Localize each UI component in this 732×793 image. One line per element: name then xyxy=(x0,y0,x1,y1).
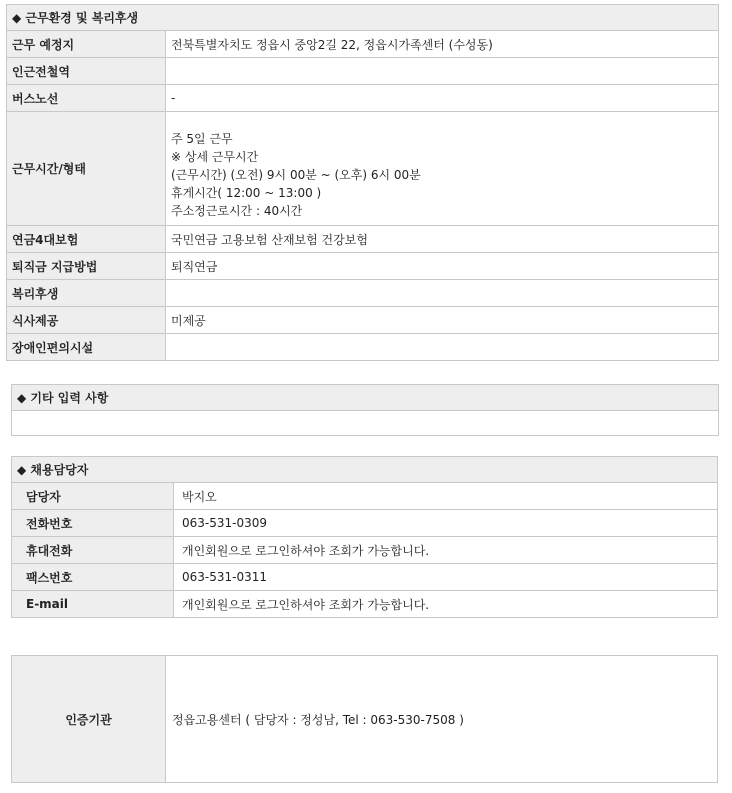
fax-label: 팩스번호 xyxy=(12,564,174,591)
insurance-value: 국민연금 고용보험 산재보험 건강보험 xyxy=(166,226,719,253)
bus-route-label: 버스노선 xyxy=(7,85,166,112)
nearby-station-label: 인근전철역 xyxy=(7,58,166,85)
work-environment-header: ◆ 근무환경 및 복리후생 xyxy=(6,4,719,30)
mobile-value: 개인회원으로 로그인하셔야 조회가 가능합니다. xyxy=(174,537,718,564)
work-hours-line: 휴게시간( 12:00 ~ 13:00 ) xyxy=(171,185,322,200)
phone-label: 전화번호 xyxy=(12,510,174,537)
accessibility-value xyxy=(166,334,719,361)
meal-label: 식사제공 xyxy=(7,307,166,334)
table-row xyxy=(7,280,719,307)
work-location-label: 근무 예정지 xyxy=(7,31,166,58)
severance-label: 퇴직금 지급방법 xyxy=(7,253,166,280)
table-row xyxy=(7,307,719,334)
table-row xyxy=(12,537,718,564)
meal-value: 미제공 xyxy=(166,307,719,334)
table-row xyxy=(12,564,718,591)
contact-section xyxy=(11,456,718,618)
other-info-header: ◆ 기타 입력 사항 xyxy=(11,384,719,410)
phone-value: 063-531-0309 xyxy=(174,510,718,537)
other-info-section xyxy=(11,384,719,436)
work-environment-section xyxy=(6,4,719,361)
severance-value: 퇴직연금 xyxy=(166,253,719,280)
table-row xyxy=(7,226,719,253)
insurance-label: 연금4대보험 xyxy=(7,226,166,253)
table-row xyxy=(7,31,719,58)
table-row xyxy=(7,58,719,85)
email-label: E-mail xyxy=(12,591,174,618)
work-hours-label: 근무시간/형태 xyxy=(7,112,166,226)
table-row xyxy=(12,483,718,510)
other-info-value xyxy=(11,410,719,436)
welfare-value xyxy=(166,280,719,307)
work-environment-table xyxy=(6,30,719,361)
table-row xyxy=(12,510,718,537)
work-hours-line: 주소정근로시간 : 40시간 xyxy=(171,203,303,218)
certification-value: 정읍고용센터 ( 담당자 : 정성남, Tel : 063-530-7508 ) xyxy=(166,656,718,783)
manager-value: 박지오 xyxy=(174,483,718,510)
manager-label: 담당자 xyxy=(12,483,174,510)
welfare-label: 복리후생 xyxy=(7,280,166,307)
contact-table xyxy=(11,482,718,618)
contact-header: ◆ 채용담당자 xyxy=(11,456,718,482)
nearby-station-value xyxy=(166,58,719,85)
certification-table xyxy=(11,655,718,783)
table-row xyxy=(12,656,718,783)
work-hours-line: (근무시간) (오전) 9시 00분 ~ (오후) 6시 00분 xyxy=(171,167,421,182)
certification-label: 인증기관 xyxy=(12,656,166,783)
mobile-label: 휴대전화 xyxy=(12,537,174,564)
work-hours-line: ※ 상세 근무시간 xyxy=(171,149,259,164)
table-row xyxy=(7,85,719,112)
fax-value: 063-531-0311 xyxy=(174,564,718,591)
table-row xyxy=(7,334,719,361)
table-row xyxy=(7,112,719,226)
work-location-value: 전북특별자치도 정읍시 중앙2길 22, 정읍시가족센터 (수성동) xyxy=(166,31,719,58)
work-hours-line: 주 5일 근무 xyxy=(171,131,233,146)
table-row xyxy=(12,591,718,618)
certification-section xyxy=(11,655,718,783)
accessibility-label: 장애인편의시설 xyxy=(7,334,166,361)
bus-route-value: - xyxy=(166,85,719,112)
email-value: 개인회원으로 로그인하셔야 조회가 가능합니다. xyxy=(174,591,718,618)
work-hours-value xyxy=(166,112,719,226)
table-row xyxy=(7,253,719,280)
